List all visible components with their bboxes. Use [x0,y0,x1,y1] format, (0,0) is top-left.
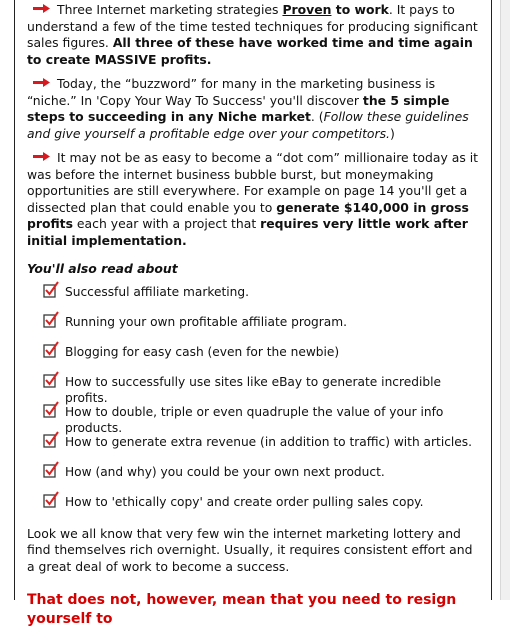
p2-italic: Follow these guidelines and give yourself a profitable edge over your competitors. [27,109,469,141]
list-item-label: Blogging for easy cash (even for the newbie) [65,344,340,359]
p2-text-a: Today, the “buzzword” for many in the marketing business is “niche.” In 'Copy Your Way To Success' you'll discover [27,76,436,108]
list-item [27,284,479,314]
list-item [27,404,479,434]
checkbox-checked-icon [43,341,59,358]
paragraph-niche [27,76,479,142]
list-item [27,494,479,524]
feature-list [27,284,479,524]
list-item [27,434,479,464]
list-item-label: How to 'ethically copy' and create order pulling sales copy. [65,494,424,509]
list-item-label: How to double, triple or even quadruple the value of your info products. [65,404,444,435]
checkbox-checked-icon [43,311,59,328]
p3-bold-work: requires very little work after initial implementation. [27,216,468,248]
p2-text-c: . ( [310,109,324,124]
paragraph-strategies [27,2,479,68]
p1-text-c: . It pays to understand a few of the time tested techniques for producing significant sales figures. [27,2,478,50]
list-item-label: Running your own profitable affiliate program. [65,314,348,329]
document-body [27,2,479,637]
checkbox-checked-icon [43,491,59,508]
list-item [27,344,479,374]
p3-text-a: It may not be as easy to become a “dot com” millionaire today as it was before the internet business bubble burst, but moneymaking opportunities are still everywhere. For example on page 14 you'll get a dissected plan that could enable you to [27,150,479,215]
p1-proven: Proven [282,2,332,17]
p1-bold-claim: All three of these have worked time and time again to create MASSIVE profits. [27,35,473,67]
list-item-label: How to successfully use sites like eBay to generate incredible profits. [65,374,441,405]
checkbox-checked-icon [43,281,59,298]
list-item-label: Successful affiliate marketing. [65,284,249,299]
p3-text-c: each year with a project that [72,216,261,231]
red-arrow-icon [32,4,51,13]
paragraph-lottery: Look we all know that very few win the internet marketing lottery and find themselves rich overnight. Usually, it requires consistent effort and a great deal of work to become a success. [27,525,473,574]
p2-bold: the 5 simple steps to succeeding in any Niche market [27,92,450,124]
list-item [27,374,479,404]
p2-text-e: ) [390,125,395,141]
red-arrow-icon [32,152,51,161]
checkbox-checked-icon [43,431,59,448]
red-arrow-icon [32,78,51,87]
checkbox-checked-icon [43,461,59,478]
list-item [27,314,479,344]
list-item-label: How (and why) you could be your own next product. [65,464,385,479]
paragraph-emphasis: That does not, however, mean that you need to resign yourself to [27,592,457,627]
p1-text-a: Three Internet marketing strategies [57,2,283,17]
p3-bold-profits: generate $140,000 in gross profits [27,199,469,231]
checkbox-checked-icon [43,401,59,418]
vertical-scrollbar[interactable] [500,0,510,600]
paragraph-dotcom [27,150,479,249]
section-heading: You'll also read about [27,261,178,276]
list-item-label: How to generate extra revenue (in addition to traffic) with articles. [65,434,473,449]
p1-text-b: to work [331,2,389,17]
checkbox-checked-icon [43,371,59,388]
list-item [27,464,479,494]
